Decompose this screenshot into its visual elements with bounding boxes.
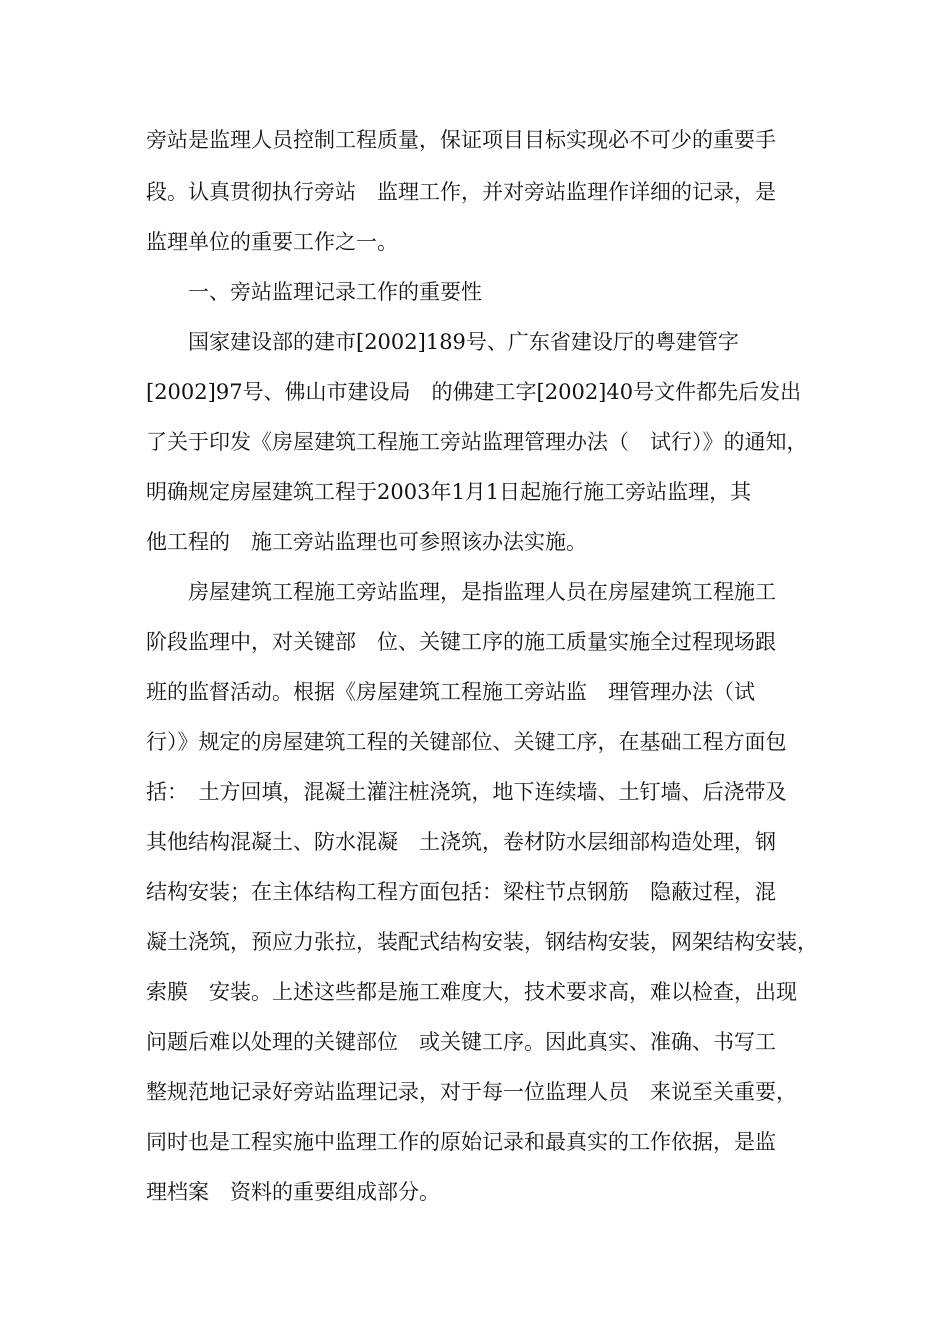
- text-line-12: 班的监督活动。根据《房屋建筑工程施工旁站监 理管理办法（试: [146, 680, 755, 704]
- text-line-15: 其他结构混凝土、防水混凝 土浇筑，卷材防水层细部构造处理，钢: [146, 830, 776, 854]
- text-line-3: 监理单位的重要工作之一。: [146, 230, 398, 254]
- section-heading: 一、旁站监理记录工作的重要性: [146, 280, 482, 304]
- text-line-1: 旁站是监理人员控制工程质量，保证项目目标实现必不可少的重要手: [146, 128, 776, 152]
- text-line-19: 问题后难以处理的关键部位 或关键工序。因此真实、准确、书写工: [146, 1030, 776, 1054]
- text-line-14: 括： 土方回填，混凝土灌注桩浇筑，地下连续墙、土钉墙、后浇带及: [146, 780, 787, 804]
- text-line-22: 理档案 资料的重要组成部分。: [146, 1180, 440, 1204]
- text-line-18: 索膜 安装。上述这些都是施工难度大，技术要求高，难以检查，出现: [146, 980, 797, 1004]
- text-line-7: 了关于印发《房屋建筑工程施工旁站监理管理办法（ 试行）》的通知，: [146, 430, 808, 454]
- text-line-6: [2002]97号、佛山市建设局 的佛建工字[2002]40号文件都先后发出: [146, 380, 802, 404]
- text-line-11: 阶段监理中，对关键部 位、关键工序的施工质量实施全过程现场跟: [146, 630, 776, 654]
- text-line-20: 整规范地记录好旁站监理记录，对于每一位监理人员 来说至关重要，: [146, 1080, 797, 1104]
- text-line-9: 他工程的 施工旁站监理也可参照该办法实施。: [146, 530, 587, 554]
- text-line-13: 行）》规定的房屋建筑工程的关键部位、关键工序，在基础工程方面包: [146, 730, 787, 754]
- text-line-10: 房屋建筑工程施工旁站监理，是指监理人员在房屋建筑工程施工: [146, 580, 776, 604]
- text-line-16: 结构安装；在主体结构工程方面包括：梁柱节点钢筋 隐蔽过程，混: [146, 880, 776, 904]
- text-line-5: 国家建设部的建市[2002]189号、广东省建设厅的粤建管字: [146, 330, 739, 354]
- text-line-2: 段。认真贯彻执行旁站 监理工作，并对旁站监理作详细的记录，是: [146, 180, 776, 204]
- text-line-17: 凝土浇筑，预应力张拉，装配式结构安装，钢结构安装，网架结构安装，: [146, 930, 818, 954]
- text-line-8: 明确规定房屋建筑工程于2003年1月1日起施行施工旁站监理，其: [146, 480, 752, 504]
- text-line-21: 同时也是工程实施中监理工作的原始记录和最真实的工作依据，是监: [146, 1130, 776, 1154]
